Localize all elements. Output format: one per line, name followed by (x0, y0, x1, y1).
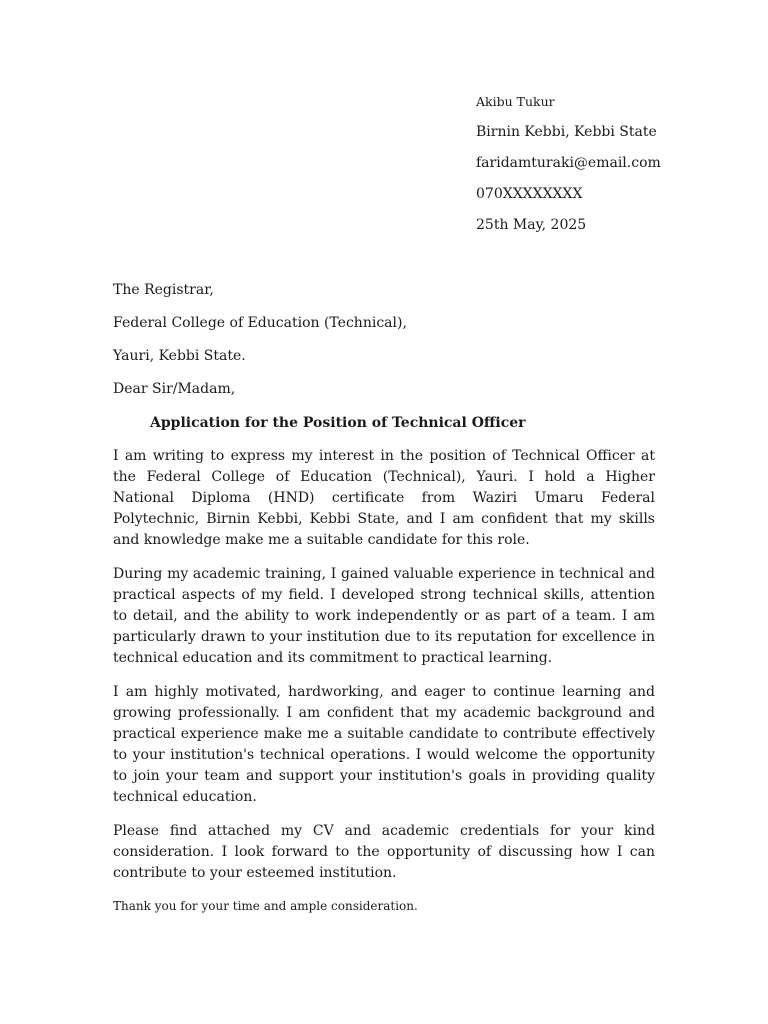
subject-line: Application for the Position of Technical Officer (150, 415, 526, 431)
salutation: Dear Sir/Madam, (113, 381, 236, 397)
sender-address: Birnin Kebbi, Kebbi State (476, 124, 657, 140)
sender-name: Akibu Tukur (476, 94, 555, 109)
recipient-title: The Registrar, (113, 282, 214, 298)
recipient-block (113, 280, 673, 412)
body-paragraph: During my academic training, I gained valuable experience in technical and practical aspects of my field. I developed strong technical skills, attention to detail, and the ability to work independently or as part of a team. I am particularly drawn to your institution due to its reputation for excellence in technical education and its commitment to practical learning. (113, 566, 655, 666)
letter-date: 25th May, 2025 (476, 217, 587, 233)
sender-block (476, 92, 756, 235)
sender-email: faridamturaki@email.com (476, 155, 661, 171)
body-paragraph: I am writing to express my interest in the position of Technical Officer at the Federal College of Education (Technical), Yauri. I hold a Higher National Diploma (HND) certificate from Waziri Umaru Federal Polytechnic, Birnin Kebbi, Kebbi State, and I am confident that my skills and knowledge make me a suitable candidate for this role. (113, 448, 655, 548)
recipient-location: Yauri, Kebbi State. (113, 348, 246, 364)
body-paragraph: Please find attached my CV and academic credentials for your kind consideration. I look forward to the opportunity of discussing how I can contribute to your esteemed institution. (113, 823, 655, 881)
letter-body (113, 446, 655, 928)
closing-line: Thank you for your time and ample consideration. (113, 899, 418, 913)
body-paragraph: I am highly motivated, hardworking, and eager to continue learning and growing professionally. I am confident that my academic background and practical experience make me a suitable candidate to contribute effectively to your institution's technical operations. I would welcome the opportunity to join your team and support your institution's goals in providing quality technical education. (113, 684, 655, 805)
recipient-institution: Federal College of Education (Technical), (113, 315, 407, 331)
sender-phone: 070XXXXXXXX (476, 186, 583, 202)
